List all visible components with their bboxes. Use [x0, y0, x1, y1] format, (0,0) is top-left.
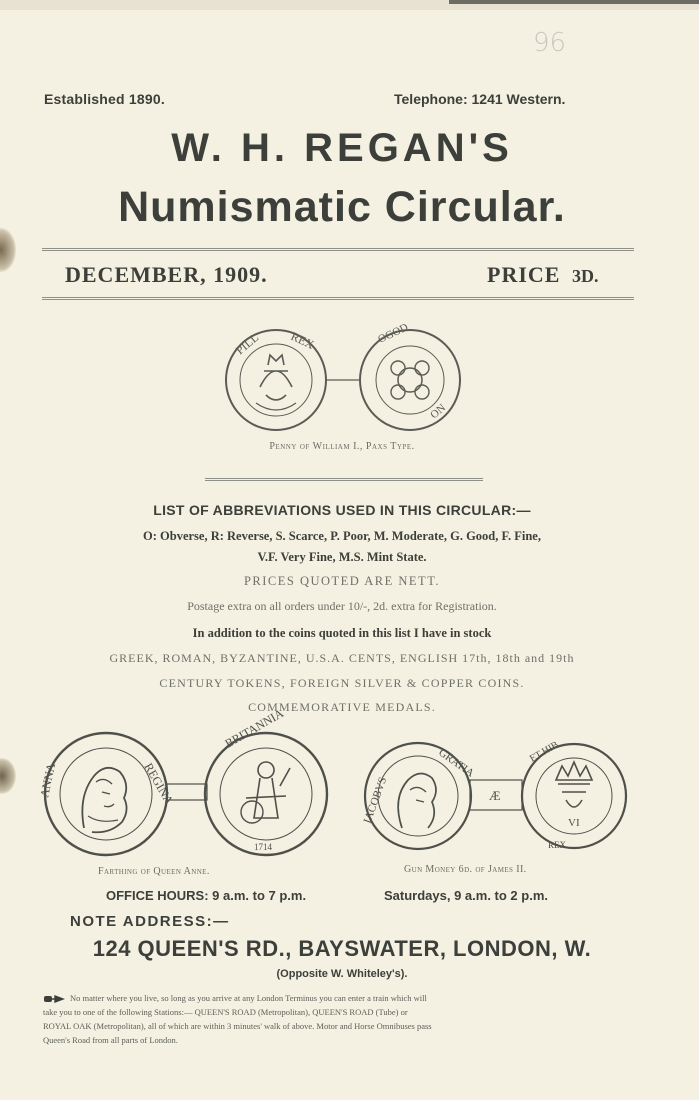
address-line: 124 QUEEN'S RD., BAYSWATER, LONDON, W.: [92, 936, 592, 961]
svg-text:ANNA: ANNA: [37, 761, 59, 799]
stock-line-3: COMMEMORATIVE MEDALS.: [248, 700, 436, 714]
svg-text:1714: 1714: [254, 842, 272, 852]
farthing-caption: Farthing of Queen Anne.: [98, 866, 210, 877]
gun-money-caption: Gun Money 6d. of James II.: [404, 864, 527, 875]
svg-text:PILL: PILL: [232, 330, 262, 358]
svg-text:OGOD: OGOD: [376, 321, 411, 346]
metal-mark: Æ: [489, 788, 501, 803]
office-hours: OFFICE HOURS: 9 a.m. to 7 p.m.: [106, 888, 307, 903]
established-text: Established 1890.: [44, 91, 165, 107]
abbreviations-line-1: O: Obverse, R: Reverse, S. Scarce, P. Poor, M. Moderate, G. Good, F. Fine,: [143, 529, 541, 543]
abbreviations-heading: LIST OF ABBREVIATIONS USED IN THIS CIRCULAR:—: [153, 502, 531, 518]
svg-text:REX: REX: [548, 840, 566, 850]
farthing-illustration: [37, 705, 332, 864]
divider-short: [205, 478, 483, 481]
paper-stain: [0, 758, 16, 794]
penny-illustration: [220, 321, 470, 437]
top-edge-dark-strip: [449, 0, 699, 4]
penny-reverse: [360, 321, 460, 430]
directions-line-2: take you to one of the following Stations:— QUEEN'S ROAD (Metropolitan), QUEEN'S ROAD (Tube) or: [43, 1007, 408, 1017]
svg-text:ON: ON: [428, 401, 449, 422]
gun-money-reverse: [522, 739, 626, 850]
pencil-mark: 96: [533, 28, 567, 58]
postage-note: Postage extra on all orders under 10/-, 2d. extra for Registration.: [187, 599, 497, 613]
svg-text:GRATIA: GRATIA: [436, 746, 477, 780]
penny-caption: Penny of William I., Paxs Type.: [269, 441, 415, 452]
svg-text:VI: VI: [568, 817, 580, 829]
saturday-hours: Saturdays, 9 a.m. to 2 p.m.: [384, 888, 548, 903]
svg-text:IACOBVS: IACOBVS: [361, 775, 390, 826]
svg-text:REGINA: REGINA: [141, 760, 177, 807]
directions-line-4: Queen's Road from all parts of London.: [43, 1035, 178, 1045]
gun-money-illustration: [362, 736, 636, 858]
divider-top: [42, 248, 634, 251]
telephone-text: Telephone: 1241 Western.: [394, 91, 566, 107]
paper-stain: [0, 228, 16, 272]
directions-line-1: No matter where you live, so long as you arrive at any London Terminus you can enter a train which will: [70, 993, 427, 1003]
issue-date: DECEMBER, 1909.: [65, 262, 268, 287]
directions-line-3: ROYAL OAK (Metropolitan), all of which are within 3 minutes' walk of above. Motor and Horse Omnibuses pass: [43, 1021, 432, 1031]
farthing-obverse: [37, 733, 176, 855]
stock-line-1: GREEK, ROMAN, BYZANTINE, U.S.A. CENTS, ENGLISH 17th, 18th and 19th: [109, 651, 575, 665]
page-title: W. H. REGAN'S: [171, 126, 513, 170]
svg-text:REX: REX: [288, 329, 317, 352]
price-label: [487, 262, 598, 288]
gun-money-obverse: [362, 743, 477, 849]
stock-intro: In addition to the coins quoted in this list I have in stock: [192, 626, 492, 640]
divider-bottom: [42, 297, 634, 300]
note-address-label: NOTE ADDRESS:—: [70, 913, 230, 930]
page-subtitle: Numismatic Circular.: [118, 183, 566, 231]
penny-obverse: [226, 329, 326, 430]
opposite-note: (Opposite W. Whiteley's).: [276, 968, 408, 980]
prices-note: PRICES QUOTED ARE NETT.: [243, 574, 441, 588]
svg-text:BRITANNIA: BRITANNIA: [222, 705, 286, 751]
svg-text:ET.HIB: ET.HIB: [528, 739, 561, 765]
stock-line-2: CENTURY TOKENS, FOREIGN SILVER & COPPER COINS.: [159, 676, 525, 690]
farthing-reverse: [205, 706, 327, 855]
top-edge: [0, 0, 699, 10]
price-value: 3D.: [571, 266, 599, 286]
abbreviations-line-2: V.F. Very Fine, M.S. Mint State.: [257, 550, 427, 564]
price-label-text: PRICE: [487, 262, 561, 287]
